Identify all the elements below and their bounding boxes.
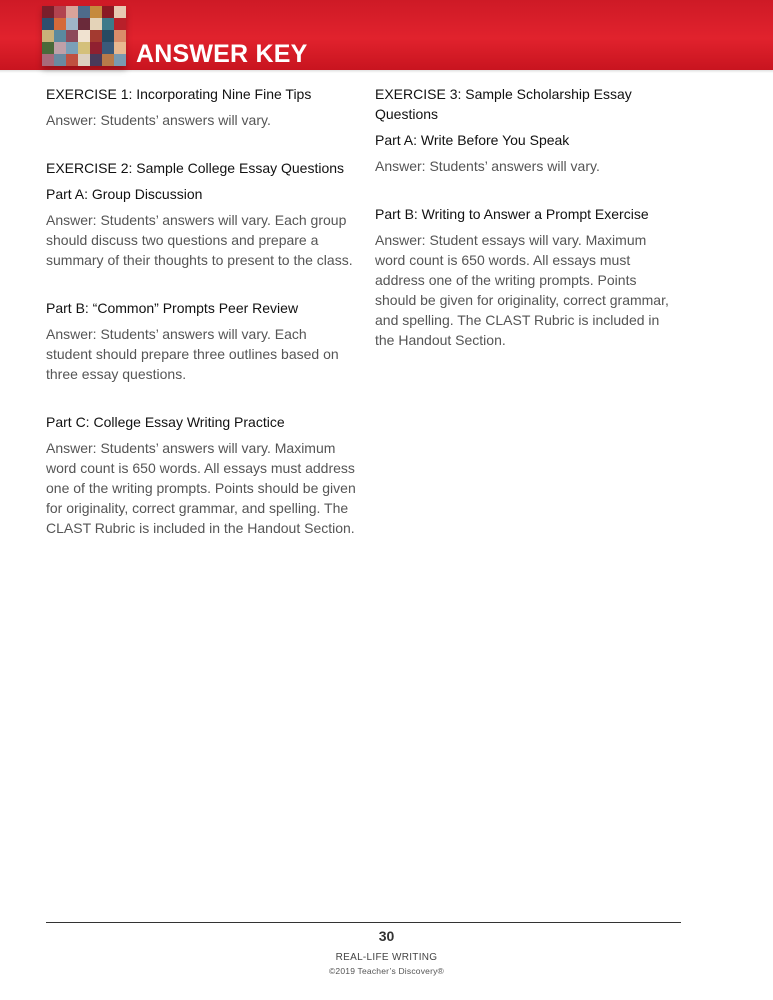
mosaic-tile <box>114 18 126 30</box>
mosaic-tile <box>66 54 78 66</box>
mosaic-tile <box>102 18 114 30</box>
mosaic-tile <box>42 42 54 54</box>
mosaic-tile <box>66 18 78 30</box>
mosaic-tile <box>66 6 78 18</box>
exercise-3-part-a-section <box>375 84 675 176</box>
exercise-2-part-c-section <box>46 412 356 538</box>
mosaic-tile <box>114 54 126 66</box>
mosaic-tile <box>78 30 90 42</box>
mosaic-tile <box>66 30 78 42</box>
mosaic-tile <box>90 18 102 30</box>
mosaic-tile <box>54 18 66 30</box>
exercise-3-part-b-answer: Answer: Student essays will vary. Maximum word count is 650 words. All essays must address one of the writing prompts. Points should be given for originality, correct grammar, and spelling. The CLAST Rubric is included in the Handout Section. <box>375 232 669 348</box>
page-number: 30 <box>378 928 395 944</box>
header-banner-shadow <box>0 70 773 73</box>
mosaic-tile <box>90 42 102 54</box>
exercise-2-part-b-heading: Part B: “Common” Prompts Peer Review <box>46 300 299 316</box>
mosaic-tile <box>66 42 78 54</box>
exercise-1-section <box>46 84 356 130</box>
mosaic-tile <box>78 18 90 30</box>
mosaic-tile <box>78 6 90 18</box>
exercise-3-part-b-heading: Part B: Writing to Answer a Prompt Exercise <box>375 206 649 222</box>
mosaic-tile <box>42 18 54 30</box>
mosaic-tile <box>102 42 114 54</box>
exercise-2-part-a-answer: Answer: Students’ answers will vary. Each group should discuss two questions and prepare a summary of their thoughts to present to the class. <box>46 212 353 268</box>
exercise-2-part-c-heading: Part C: College Essay Writing Practice <box>46 414 285 430</box>
mosaic-tile <box>54 54 66 66</box>
mosaic-tile <box>42 30 54 42</box>
mosaic-tile <box>114 30 126 42</box>
mosaic-tile <box>54 30 66 42</box>
mosaic-tile <box>42 6 54 18</box>
exercise-2-part-b-answer: Answer: Students’ answers will vary. Each student should prepare three outlines based on three essay questions. <box>46 326 339 382</box>
mosaic-tile <box>54 6 66 18</box>
exercise-2-heading: EXERCISE 2: Sample College Essay Questions <box>46 160 345 176</box>
footer-divider <box>46 922 681 923</box>
mosaic-tile <box>114 42 126 54</box>
mosaic-tile <box>102 54 114 66</box>
mosaic-tile <box>42 54 54 66</box>
mosaic-tile <box>102 6 114 18</box>
exercise-3-heading: EXERCISE 3: Sample Scholarship Essay Questions <box>375 86 632 122</box>
mosaic-tile <box>78 42 90 54</box>
page-title: ANSWER KEY <box>136 40 308 68</box>
mosaic-tile <box>102 30 114 42</box>
left-column <box>46 84 356 556</box>
exercise-2-part-b-section <box>46 298 356 384</box>
exercise-2-part-c-answer: Answer: Students’ answers will vary. Maximum word count is 650 words. All essays must address one of the writing prompts. Points should be given for originality, correct grammar, and spelling. The CLAST Rubric is included in the Handout Section. <box>46 440 356 536</box>
footer-copyright: ©2019 Teacher’s Discovery® <box>328 966 445 976</box>
exercise-2-part-a-heading: Part A: Group Discussion <box>46 186 203 202</box>
exercise-3-part-b-section <box>375 204 675 350</box>
exercise-3-part-a-answer: Answer: Students’ answers will vary. <box>375 158 600 174</box>
right-column <box>375 84 675 368</box>
mosaic-tile <box>90 6 102 18</box>
exercise-1-answer: Answer: Students’ answers will vary. <box>46 112 271 128</box>
mosaic-tile <box>90 30 102 42</box>
exercise-1-heading: EXERCISE 1: Incorporating Nine Fine Tips <box>46 86 312 102</box>
footer-book-title: REAL-LIFE WRITING <box>335 952 438 963</box>
mosaic-tile <box>114 6 126 18</box>
mosaic-tile <box>54 42 66 54</box>
mosaic-tile <box>90 54 102 66</box>
exercise-3-part-a-heading: Part A: Write Before You Speak <box>375 132 570 148</box>
mosaic-tile <box>78 54 90 66</box>
exercise-2-part-a-section <box>46 158 356 270</box>
logo-mosaic <box>42 6 126 66</box>
